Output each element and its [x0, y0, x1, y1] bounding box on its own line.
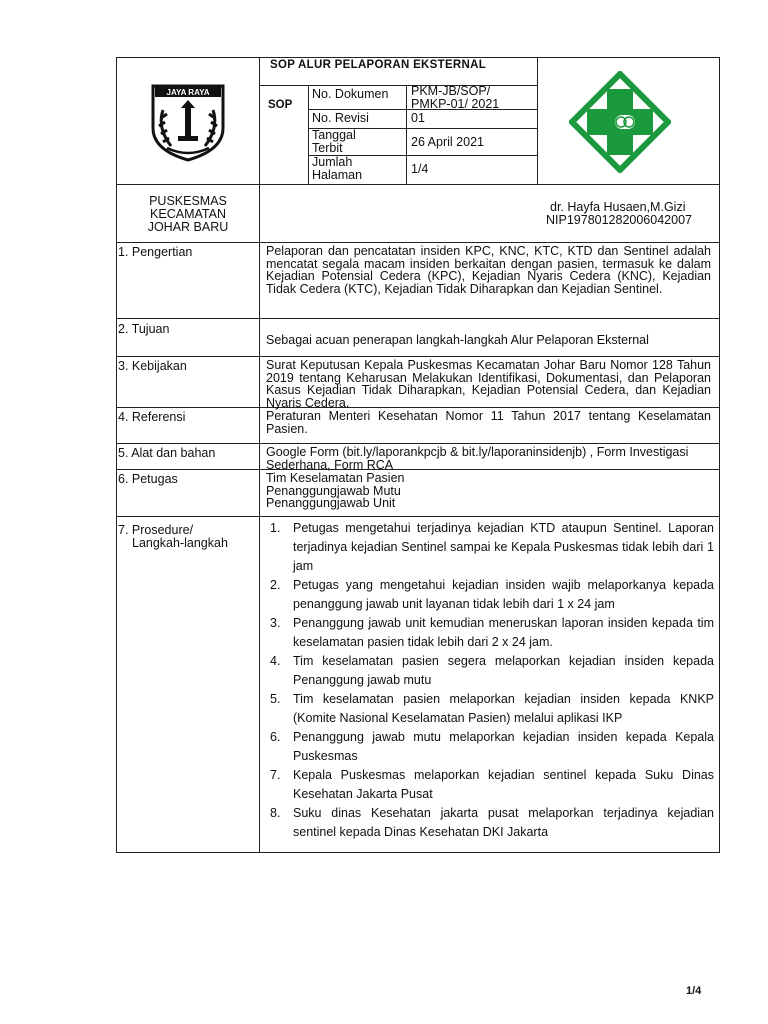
puskesmas-logo: [569, 71, 671, 173]
section-label-prosedure: [118, 524, 228, 550]
signatory-nip: NIP197801282006042007: [546, 213, 692, 227]
step-item: [265, 690, 714, 728]
step-number: 4.: [270, 654, 281, 668]
section-label-alat-bahan: 5. Alat dan bahan: [118, 446, 216, 460]
page-number: 1/4: [686, 985, 702, 997]
section-content-alat-bahan: Google Form (bit.ly/laporankpcjb & bit.ly/laporaninsidenjb) , Form Investigasi Sederhana, Form RCA: [266, 445, 689, 472]
field-value-no-revisi: 01: [411, 111, 425, 125]
section-content-referensi: Peraturan Menteri Kesehatan Nomor 11 Tahun 2017 tentang Keselamatan Pasien.: [266, 409, 711, 436]
step-text: Penanggung jawab unit kemudian meneruskan laporan insiden kepada tim keselamatan pasien tidak lebih dari 2 x 24 jam.: [293, 616, 714, 649]
step-number: 1.: [270, 521, 281, 535]
step-item: [265, 804, 714, 842]
section-label-pengertian: 1. Pengertian: [118, 245, 193, 259]
section-label-tujuan: 2. Tujuan: [118, 322, 170, 336]
field-value-tanggal-terbit: 26 April 2021: [411, 135, 484, 149]
petugas-line: Tim Keselamatan Pasien: [266, 471, 405, 485]
step-text: Tim keselamatan pasien segera melaporkan kejadian insiden kepada Penanggung jawab mutu: [293, 654, 714, 687]
sop-label: SOP: [268, 99, 293, 111]
step-item: [265, 766, 714, 804]
step-item: [265, 576, 714, 614]
step-text: Tim keselamatan pasien melaporkan kejadian insiden kepada KNKP (Komite Nasional Keselamatan Pasien) melalui aplikasi IKP: [293, 692, 714, 725]
petugas-line: Penanggungjawab Unit: [266, 496, 396, 510]
step-text: Kepala Puskesmas melaporkan kejadian sentinel kepada Suku Dinas Kesehatan Jakarta Pusat: [293, 768, 714, 801]
step-text: Penanggung jawab mutu melaporkan kejadian insiden kepada Kepala Puskesmas: [293, 730, 714, 763]
step-number: 8.: [270, 806, 281, 820]
section-label-petugas: 6. Petugas: [118, 472, 178, 486]
field-label-no-revisi: No. Revisi: [312, 111, 369, 125]
step-number: 3.: [270, 616, 281, 630]
step-item: [265, 519, 714, 576]
section-label-referensi: 4. Referensi: [118, 410, 186, 424]
field-value-no-dokumen: PKM-JB/SOP/ PMKP-01/ 2021: [411, 84, 500, 111]
institution-name: PUSKESMAS KECAMATAN JOHAR BARU: [147, 194, 229, 234]
field-label-jumlah-halaman: Jumlah Halaman: [312, 155, 363, 182]
step-text: Petugas yang mengetahui kejadian insiden wajib melaporkanya kepada penanggung jawab unit layanan tidak lebih dari 1 x 24 jam: [293, 578, 714, 611]
section-content-petugas: [266, 472, 405, 510]
step-item: [265, 652, 714, 690]
section-content-tujuan: Sebagai acuan penerapan langkah-langkah Alur Pelaporan Eksternal: [266, 333, 649, 347]
signatory-name: dr. Hayfa Husaen,M.Gizi: [550, 200, 686, 214]
field-label-no-dokumen: No. Dokumen: [312, 87, 389, 101]
document-title: SOP ALUR PELAPORAN EKSTERNAL: [270, 59, 487, 71]
prosedure-label-line: 7. Prosedure/: [118, 523, 194, 537]
step-item: [265, 614, 714, 652]
section-label-kebijakan: 3. Kebijakan: [118, 359, 187, 373]
step-text: Petugas mengetahui terjadinya kejadian KTD ataupun Sentinel. Laporan terjadinya kejadian Sentinel sampai ke Kepala Puskesmas tidak lebih dari 1 jam: [293, 521, 714, 573]
field-label-tanggal-terbit: Tanggal Terbit: [312, 128, 356, 155]
step-number: 7.: [270, 768, 281, 782]
jaya-raya-logo: [145, 80, 231, 164]
step-number: 6.: [270, 730, 281, 744]
step-number: 2.: [270, 578, 281, 592]
step-item: [265, 728, 714, 766]
step-number: 5.: [270, 692, 281, 706]
field-value-jumlah-halaman: 1/4: [411, 162, 429, 176]
step-text: Suku dinas Kesehatan jakarta pusat melaporkan terjadinya kejadian sentinel kepada Dinas Kesehatan DKI Jakarta: [293, 806, 714, 839]
petugas-line: Penanggungjawab Mutu: [266, 483, 401, 498]
procedure-steps: [265, 519, 714, 842]
prosedure-label-line: Langkah-langkah: [132, 536, 228, 550]
section-content-kebijakan: Surat Keputusan Kepala Puskesmas Kecamatan Johar Baru Nomor 128 Tahun 2019 tentang Keharusan Melakukan Identifikasi, Dokumentasi, dan Pelaporan Kasus Kejadian Tidak Diharapkan, Kejadian Potensial Cedera, dan Kejadian Nyaris Cedera.: [266, 358, 711, 410]
logo-motto: JAYA RAYA: [166, 88, 210, 97]
section-content-pengertian: Pelaporan dan pencatatan insiden KPC, KNC, KTC, KTD dan Sentinel adalah mencatat segala macam insiden berkaitan dengan pasien, termasuk ke dalam Kejadian Potensial Cedera (KPC), Kejadian Nyaris Cedera (KNC), Kejadian Tidak Cedera (KTC), Kejadian Tidak Diharapkan dan Kejadian Sentinel.: [266, 244, 711, 296]
